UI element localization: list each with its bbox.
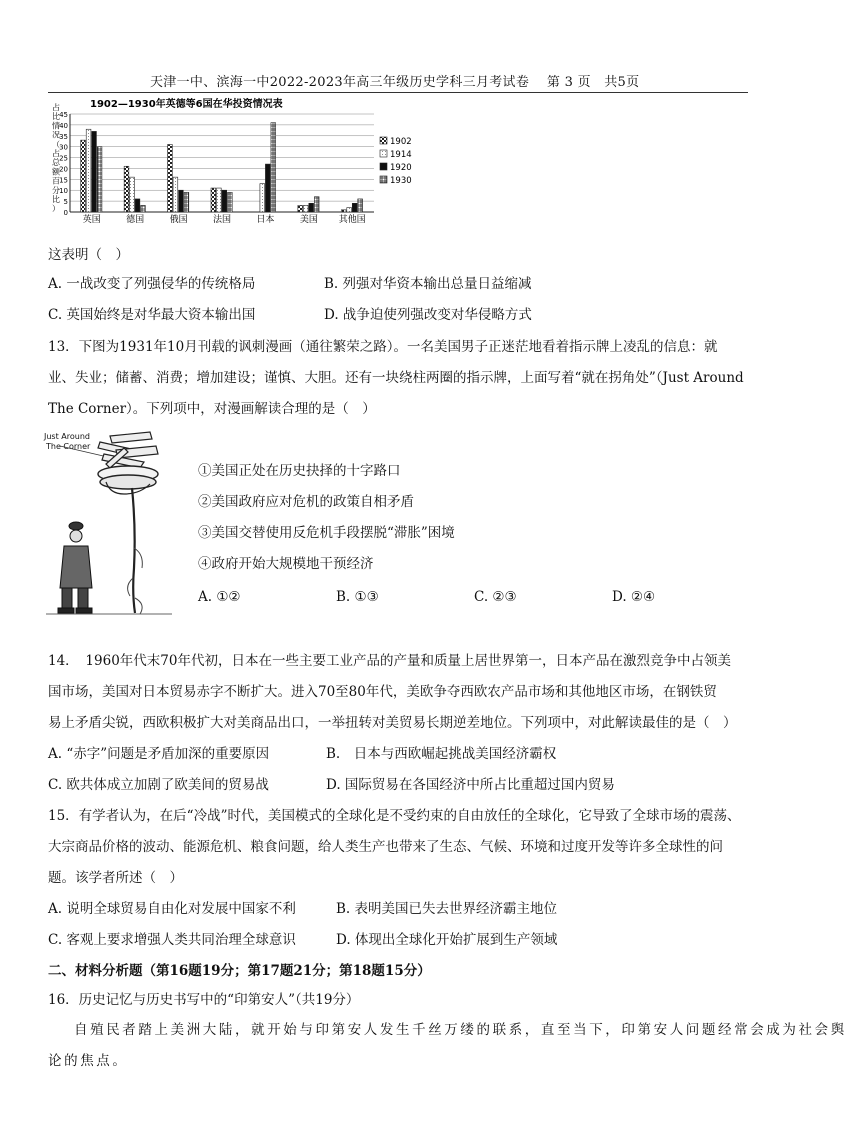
chart-legend-swatch (380, 163, 387, 170)
chart-xtick: 美国 (299, 215, 318, 225)
chart-ylabel-char: 额 (52, 167, 60, 177)
chart-legend-label: 1902 (390, 137, 412, 147)
chart-ytick: 45 (59, 111, 68, 119)
q13-option-c[interactable]: C. ②③ (474, 589, 517, 605)
q12-option-c[interactable]: C. 英国始终是对华最大资本输出国 (48, 307, 256, 323)
chart-bar (222, 190, 227, 212)
q13-item-1: ①美国正处在历史抉择的十字路口 (198, 463, 401, 479)
q13-item-2: ②美国政府应对危机的政策自相矛盾 (198, 494, 414, 510)
chart-ylabel-char: 占 (52, 103, 60, 112)
chart-bar (347, 208, 352, 212)
chart-bar (81, 140, 86, 212)
q13-item-3: ③美国交替使用反危机手段摆脱“滞胀”困境 (198, 525, 455, 541)
section-2-title: 二、材料分析题（第16题19分；第17题21分；第18题15分） (48, 963, 431, 979)
q15-option-c[interactable]: C. 客观上要求增强人类共同治理全球意识 (48, 932, 296, 948)
chart-bar (358, 199, 363, 212)
q15-stem-line2: 大宗商品价格的波动、能源危机、粮食问题，给人类生产也带来了生态、气候、环境和过度开发等许多全球性的问 (48, 839, 723, 855)
chart-ylabel-char: 比 (52, 195, 60, 204)
chart-bar (298, 205, 303, 212)
q13-option-d[interactable]: D. ②④ (612, 589, 656, 605)
chart-ylabel-char: ） (52, 204, 60, 214)
chart-legend-swatch (380, 176, 387, 183)
investment-chart (48, 96, 412, 228)
chart-xtick: 英国 (82, 215, 101, 225)
chart-bar (260, 184, 265, 212)
chart-xtick: 法国 (212, 215, 232, 225)
q13-stem-line1: 13．下图为1931年10月刊载的讽刺漫画（通往繁荣之路）。一名美国男子正迷茫地看着指示牌上凌乱的信息：就 (48, 339, 718, 355)
material-line-2: 论的焦点。 (48, 1053, 129, 1069)
chart-ylabel-char: 况 (52, 130, 60, 140)
q14-stem-line1: 14． 1960年代末70年代初，日本在一些主要工业产品的产量和质量上居世界第一，日本产品在激烈竞争中占领美 (48, 653, 731, 669)
q14-option-c[interactable]: C. 欧共体成立加剧了欧美间的贸易战 (48, 777, 269, 793)
chart-bar (141, 205, 146, 212)
q12-stem: 这表明（ ） (48, 247, 129, 263)
q15-stem-line3: 题。该学者所述（ ） (48, 870, 183, 886)
chart-bar (341, 210, 346, 212)
chart-bar (184, 192, 189, 212)
q13-item-4: ④政府开始大规模地干预经济 (198, 556, 374, 572)
chart-legend-swatch (380, 137, 387, 144)
chart-xtick: 日本 (256, 215, 275, 225)
chart-ylabel-char: 分 (52, 185, 60, 195)
chart-ytick: 10 (59, 187, 68, 196)
material-line-1: 自殖民者踏上美洲大陆，就开始与印第安人发生千丝万缕的联系，直至当下，印第安人问题经常会成为社会舆 (74, 1022, 847, 1038)
investment-chart-svg (48, 96, 412, 228)
q14-option-b[interactable]: B. 日本与西欧崛起挑战美国经济霸权 (326, 746, 557, 762)
q13-stem-line2: 业、失业；储蓄、消费；增加建设；谨慎、大胆。还有一块绕柱两圈的指示牌，上面写着“就在拐角处”（Just Around (48, 370, 744, 386)
chart-bar (124, 166, 129, 212)
q14-stem-line2: 国市场，美国对日本贸易赤字不断扩大。进入70至80年代，美欧争夺西欧农产品市场和其他地区市场，在钢铁贸 (48, 684, 717, 700)
chart-bar (271, 123, 276, 212)
q13-stem-line3: The Corner）。下列项中，对漫画解读合理的是（ ） (48, 401, 376, 417)
cartoon-caption-2: The Corner (46, 442, 91, 451)
chart-bar (97, 147, 102, 212)
chart-xtick: 德国 (126, 215, 145, 225)
q15-option-a[interactable]: A. 说明全球贸易自由化对发展中国家不利 (48, 901, 296, 917)
chart-bar (168, 144, 173, 212)
q14-option-d[interactable]: D. 国际贸易在各国经济中所占比重超过国内贸易 (326, 777, 615, 793)
chart-bar (265, 164, 270, 212)
cartoon-caption-1: Just Around (44, 432, 90, 441)
q16-title: 16．历史记忆与历史书写中的“印第安人”（共19分） (48, 992, 360, 1008)
q12-option-a[interactable]: A. 一战改变了列强侵华的传统格局 (48, 276, 256, 292)
q12-option-d[interactable]: D. 战争迫使列强改变对华侵略方式 (324, 307, 532, 323)
q15-option-b[interactable]: B. 表明美国已失去世界经济霸主地位 (336, 901, 558, 917)
chart-legend-swatch (380, 150, 387, 157)
cartoon-drawing (40, 428, 180, 618)
chart-ylabel-char: 百 (52, 176, 60, 186)
q12-option-b[interactable]: B. 列强对华资本输出总量日益缩减 (324, 276, 532, 292)
chart-ytick: 30 (59, 143, 68, 152)
cartoon-road-to-prosperity (40, 428, 180, 618)
chart-bar (86, 129, 91, 212)
chart-ytick: 5 (63, 198, 68, 207)
chart-ytick: 25 (59, 154, 68, 163)
chart-legend-label: 1930 (390, 176, 412, 186)
chart-ytick: 20 (59, 165, 68, 174)
q13-option-b[interactable]: B. ①③ (336, 589, 379, 605)
chart-ytick: 35 (59, 132, 68, 141)
chart-bar (217, 188, 222, 212)
q15-stem-line1: 15．有学者认为，在后“冷战”时代，美国模式的全球化是不受约束的自由放任的全球化，它导致了全球市场的震荡、 (48, 808, 741, 824)
chart-title: 1902—1930年英德等6国在华投资情况表 (90, 99, 283, 110)
chart-legend-label: 1914 (390, 150, 412, 160)
chart-legend-label: 1920 (390, 163, 412, 173)
page-header: 天津一中、滨海一中2022-2023年高三年级历史学科三月考试卷 第 3 页 共5页 (150, 75, 640, 90)
chart-ytick: 15 (59, 176, 68, 185)
chart-ylabel-char: 占 (52, 149, 60, 158)
q14-option-a[interactable]: A. “赤字”问题是矛盾加深的重要原因 (48, 746, 270, 762)
chart-ylabel-char: （ (52, 139, 60, 149)
chart-ylabel-char: 比 (52, 112, 60, 122)
q13-option-a[interactable]: A. ①② (198, 589, 241, 605)
chart-bar (211, 188, 216, 212)
chart-bar (179, 190, 184, 212)
chart-bar (130, 177, 135, 212)
chart-bar (352, 203, 357, 212)
chart-bar (228, 192, 233, 212)
chart-bar (92, 131, 97, 212)
chart-bar (303, 205, 308, 212)
q14-stem-line3: 易上矛盾尖锐，西欧积极扩大对美商品出口，一举扭转对美贸易长期逆差地位。下列项中，对此解读最佳的是（ ） (48, 715, 737, 731)
header-divider (48, 92, 748, 93)
q15-option-d[interactable]: D. 体现出全球化开始扩展到生产领域 (336, 932, 558, 948)
chart-bar (309, 203, 314, 212)
chart-ytick: 40 (59, 121, 68, 130)
chart-ylabel-char: 总 (52, 158, 60, 168)
chart-ytick: 0 (63, 209, 68, 217)
chart-bar (135, 199, 140, 212)
chart-xtick: 其他国 (338, 215, 366, 225)
chart-xtick: 俄国 (169, 215, 188, 225)
chart-bar (173, 177, 178, 212)
chart-bar (314, 197, 319, 212)
chart-ylabel-char: 情 (52, 121, 60, 131)
